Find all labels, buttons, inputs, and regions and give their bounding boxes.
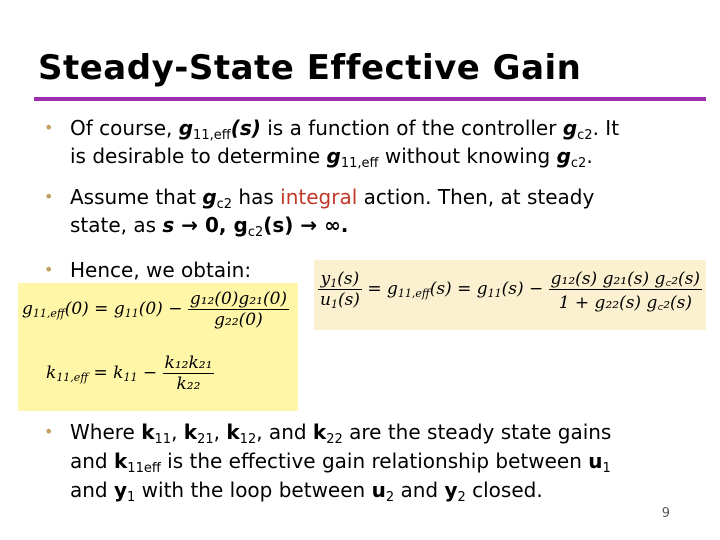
bullet-3-text: Hence, we obtain: [70,258,252,282]
steady-state-equation-box [18,283,298,411]
bullet-4-line-3: and $y_1$ with the loop between $u_2$ and $y_2$ closed. [70,478,543,505]
integral-highlight: integral [280,185,358,209]
bullet-1-line-2: is desirable to determine $g_{11,eff}$ without knowing $g_{c2}$. [70,144,593,171]
title-underline [34,97,706,101]
bullet-2-line-1: Assume that $g_{c2}$ has integral action. Then, at steady [70,185,595,212]
equation-effective-transfer-function: $\frac{y1(s)}{u1(s)}$ = g11,eff(s) = g11(s) − $\frac{\text{g₁₂(s) g₂₁(s) g꜀₂(s)}}{\text{1 + g₂₂(s) g꜀₂(s)}}$ [318,266,702,313]
bullet-dot: • [44,260,54,279]
bullet-dot: • [44,118,54,137]
bullet-4-line-1: Where $k_{11}$, $k_{21}$, $k_{12}$, and $k_{22}$ are the steady state gains [70,420,612,447]
effective-gain-equation-box [314,260,706,330]
slide-title: Steady-State Effective Gain [38,48,582,88]
bullet-2-line-2: state, as s → 0, $g_{c2}(s)$ → ∞. [70,213,349,240]
equation-k11-eff: k11,eff = k11 − $\frac{\text{k₁₂k₂₁}}{\text{k₂₂}}$ [46,353,213,394]
bullet-1-line-1: Of course, $g_{11,eff}(s)$ is a function of the controller $g_{c2}$. It [70,116,620,143]
bullet-dot: • [44,422,54,441]
equation-g11-eff-zero: g11,eff(0) = g11(0) − $\frac{\text{g₁₂(0)g₂₁(0)}}{\text{g₂₂(0)}}$ [22,289,288,330]
bullet-dot: • [44,187,54,206]
page-number: 9 [661,506,670,521]
bullet-4-line-2: and $k_{11eff}$ is the effective gain relationship between $u_1$ [70,449,611,476]
